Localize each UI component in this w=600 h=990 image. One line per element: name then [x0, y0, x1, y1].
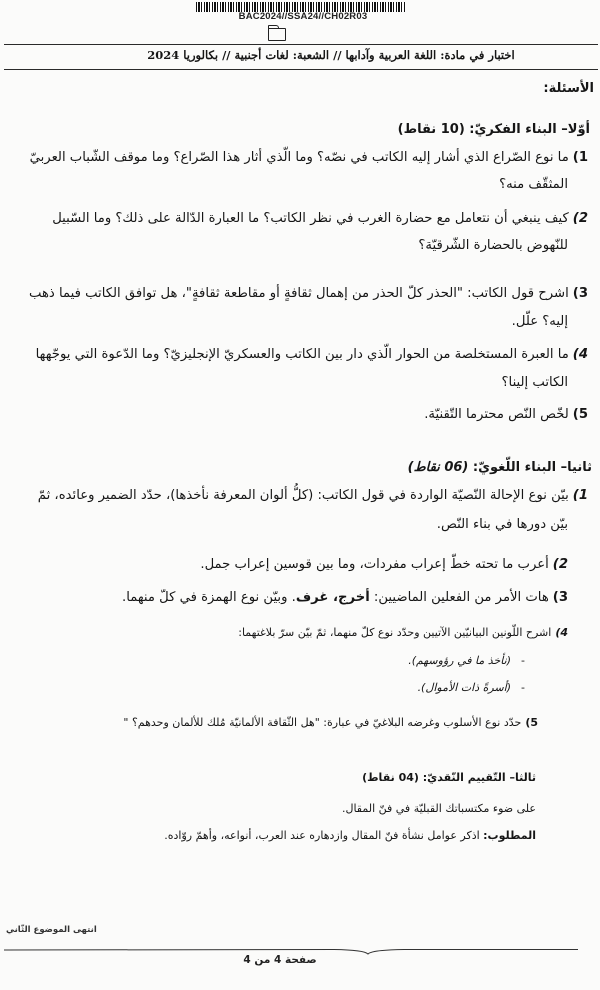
- exam-header-title: اختبار في مادة: اللغة العربية وآدابها // الشعبة: لغات أجنبية // بكالوريا 2024: [147, 48, 515, 62]
- question-number: 3): [572, 286, 588, 301]
- s2-question-4: 4)اشرح اللّونين البيانيّين الآتيين وحدّد نوع كلّ منهما، ثمّ بيّن سرّ بلاغتهما:: [238, 626, 568, 639]
- section3-title: ثالثا– التّقييم النّقديّ:: [422, 771, 536, 784]
- s1-question-3-cont: إليه؟ علّل.: [511, 314, 568, 329]
- section3-points: (04 نقاط): [362, 771, 419, 784]
- folder-icon: [268, 28, 286, 41]
- s1-question-1-cont: المثقّف منه؟: [499, 177, 568, 192]
- s1-question-2: 2)كيف ينبغي أن نتعامل مع حضارة الغرب في نظر الكاتب؟ ما العبارة الدّالة على ذلك؟ وما السّبيل: [52, 211, 588, 226]
- section1-title: أوّلا– البناء الفكريّ:: [469, 122, 590, 137]
- s1-question-3: 3)اشرح قول الكاتب: "الحذر كلّ الحذر من إهمال ثقافةٍ أو مقاطعة ثقافةٍ"، هل توافق الكاتب فيما ذهب: [29, 286, 588, 301]
- verbs: أخرج، غرف: [295, 590, 370, 605]
- task-label: المطلوب:: [483, 829, 536, 842]
- s1-question-2-cont: للنّهوض بالحضارة الشّرقيّة؟: [418, 238, 568, 253]
- question-number: 1): [572, 150, 588, 165]
- question-number: 2): [572, 211, 588, 226]
- s2-question-4-bullet-1: -(نأخذ ما في رؤوسهم).: [408, 654, 525, 667]
- question-number: 3): [552, 590, 568, 605]
- s2-question-2: 2)أعرب ما تحته خطّ إعراب مفردات، وما بين قوسين إعراب جمل.: [200, 557, 568, 572]
- s1-question-5: 5)لخّص النّص محترما التّقنيّة.: [424, 407, 588, 422]
- question-number: 1): [572, 488, 588, 503]
- section2-title: ثانيا– البناء اللّغويّ:: [472, 460, 592, 475]
- s2-question-3: 3)هات الأمر من الفعلين الماضيين: أخرج، غرف. وبيّن نوع الهمزة في كلّ منهما.: [122, 590, 568, 605]
- page-number: صفحة 4 من 4: [243, 954, 317, 966]
- questions-label: الأسئلة:: [543, 81, 594, 96]
- section1-heading: [398, 121, 590, 139]
- s2-question-5: 5)حدّد نوع الأسلوب وغرضه البلاغيّ في عبارة: "هل الثّقافة الألمانيّة مُلك للألمان وحدهم؟ ": [123, 716, 538, 729]
- section3-task: المطلوب: اذكر عوامل نشأة فنّ المقال وازدهاره عند العرب، أنواعه، وأهمّ روّاده.: [164, 829, 536, 842]
- section3-intro: على ضوء مكتسباتك القبليّة في فنّ المقال.: [341, 802, 536, 815]
- header-bottom-rule: [4, 69, 598, 70]
- s2-question-4-bullet-2: -(أسرةً ذات الأموال).: [417, 681, 525, 694]
- question-number: 5): [572, 407, 588, 422]
- header-top-rule: [4, 44, 598, 45]
- question-number: 4): [555, 626, 568, 639]
- question-number: 2): [552, 557, 568, 572]
- question-number: 4): [572, 347, 588, 362]
- s1-question-4: 4)ما العبرة المستخلصة من الحوار الّذي دار بين الكاتب والعسكريّ الإنجليزيّ؟ وما الدّعوة التي يوجّهها: [35, 347, 588, 362]
- section1-points: (10 نقاط): [397, 122, 465, 137]
- question-number: 5): [525, 716, 538, 729]
- s2-question-1: 1)بيّن نوع الإحالة النّصيّة الواردة في قول الكاتب: (كلُّ ألوان المعرفة نأخذها)، حدّد الضمير وعائده، ثمّ: [37, 488, 588, 503]
- s1-question-1: 1)ما نوع الصّراع الذي أشار إليه الكاتب في نصّه؟ وما الّذي أثار هذا الصّراع؟ وما موقف الشّباب العربيّ: [29, 150, 588, 165]
- document-code: BAC2024//SSA24//CH02R03: [238, 11, 368, 22]
- s2-question-1-cont: بيّن دورها في بناء النّص.: [436, 517, 568, 532]
- end-of-subject-note: انتهى الموضوع الثّاني: [6, 925, 97, 935]
- section2-points: (06 نقاط): [407, 460, 469, 475]
- section3-heading: [362, 769, 536, 787]
- section2-heading: [408, 459, 592, 477]
- s1-question-4-cont: الكاتب إلينا؟: [501, 375, 568, 390]
